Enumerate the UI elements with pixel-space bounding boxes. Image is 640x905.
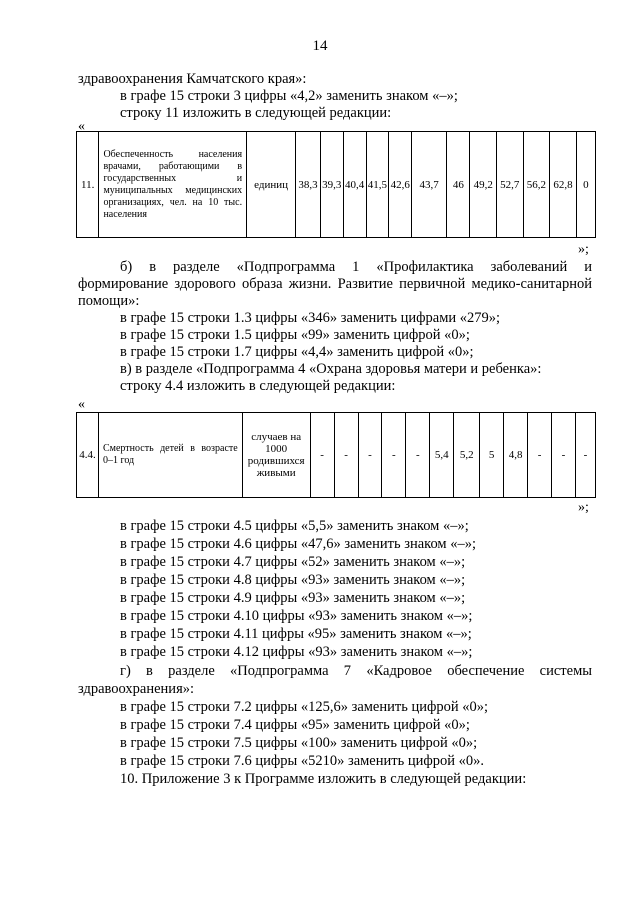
indicator-table-2 <box>76 412 596 498</box>
text-line: в графе 15 строки 4.5 цифры «5,5» заменить знаком «–»; <box>120 518 469 534</box>
value-cell: - <box>310 413 334 498</box>
text-line: в) в разделе «Подпрограмма 4 «Охрана здоровья матери и ребенка»: <box>120 361 542 377</box>
value-cell: 4,8 <box>504 413 528 498</box>
text-line: 10. Приложение 3 к Программе изложить в следующей редакции: <box>120 771 527 787</box>
text-line: помощи»: <box>78 293 140 309</box>
value-cell: - <box>358 413 382 498</box>
value-cell: 5,2 <box>454 413 480 498</box>
value-cell: 62,8 <box>550 132 577 238</box>
text-line: в графе 15 строки 7.2 цифры «125,6» заменить цифрой «0»; <box>120 699 489 715</box>
indicator-description: Обеспеченность населения врачами, работающими в государственных и муниципальных медицинских организациях, чел. на 10 тыс. населения <box>99 132 247 238</box>
indicator-table-1 <box>76 131 596 238</box>
unit-cell: случаев на 1000 родившихся живыми <box>242 413 310 498</box>
text-line: г) в разделе «Подпрограмма 7 «Кадровое обеспечение системы <box>120 663 592 679</box>
open-quote: « <box>78 119 85 134</box>
value-cell: - <box>406 413 430 498</box>
table-row <box>77 132 596 238</box>
text-line: в графе 15 строки 7.6 цифры «5210» заменить цифрой «0». <box>120 753 485 769</box>
text-line: в графе 15 строки 4.7 цифры «52» заменить знаком «–»; <box>120 554 466 570</box>
text-line: здравоохранения»: <box>78 681 195 697</box>
text-line: здравоохранения Камчатского края»: <box>78 71 307 87</box>
close-quote: »; <box>578 242 589 257</box>
value-cell: 5,4 <box>430 413 454 498</box>
close-quote: »; <box>578 500 589 515</box>
page-number: 14 <box>312 38 328 54</box>
open-quote: « <box>78 397 85 412</box>
text-line: формирование здорового образа жизни. Развитие первичной медико-санитарной <box>78 276 592 292</box>
row-number: 11. <box>77 132 99 238</box>
value-cell: 0 <box>576 132 595 238</box>
text-line: в графе 15 строки 7.4 цифры «95» заменить цифрой «0»; <box>120 717 470 733</box>
value-cell: 46 <box>447 132 470 238</box>
text-line: строку 11 изложить в следующей редакции: <box>120 105 392 121</box>
value-cell: - <box>575 413 595 498</box>
text-line: в графе 15 строки 4.12 цифры «93» заменить знаком «–»; <box>120 644 473 660</box>
text-line: в графе 15 строки 7.5 цифры «100» заменить цифрой «0»; <box>120 735 478 751</box>
row-number: 4.4. <box>77 413 99 498</box>
indicator-description: Смертность детей в возрасте 0–1 год <box>98 413 242 498</box>
text-line: в графе 15 строки 1.5 цифры «99» заменить цифрой «0»; <box>120 327 470 343</box>
value-cell: 56,2 <box>523 132 550 238</box>
table-row <box>77 413 596 498</box>
text-line: в графе 15 строки 1.3 цифры «346» заменить цифрами «279»; <box>120 310 501 326</box>
value-cell: 40,4 <box>343 132 366 238</box>
value-cell: 49,2 <box>470 132 497 238</box>
value-cell: 38,3 <box>296 132 321 238</box>
text-line: в графе 15 строки 4.10 цифры «93» заменить знаком «–»; <box>120 608 473 624</box>
value-cell: - <box>528 413 552 498</box>
value-cell: 52,7 <box>497 132 524 238</box>
value-cell: 39,3 <box>320 132 343 238</box>
text-line: строку 4.4 изложить в следующей редакции: <box>120 378 396 394</box>
text-line: в графе 15 строки 4.6 цифры «47,6» заменить знаком «–»; <box>120 536 477 552</box>
text-line: б) в разделе «Подпрограмма 1 «Профилактика заболеваний и <box>120 259 592 275</box>
text-line: в графе 15 строки 4.9 цифры «93» заменить знаком «–»; <box>120 590 466 606</box>
text-line: в графе 15 строки 4.11 цифры «95» заменить знаком «–»; <box>120 626 472 642</box>
value-cell: 43,7 <box>412 132 447 238</box>
value-cell: 42,6 <box>389 132 412 238</box>
unit-cell: единиц <box>247 132 296 238</box>
value-cell: - <box>551 413 575 498</box>
value-cell: 41,5 <box>366 132 389 238</box>
value-cell: - <box>382 413 406 498</box>
text-line: в графе 15 строки 3 цифры «4,2» заменить знаком «–»; <box>120 88 458 104</box>
text-line: в графе 15 строки 4.8 цифры «93» заменить знаком «–»; <box>120 572 466 588</box>
value-cell: - <box>334 413 358 498</box>
value-cell: 5 <box>480 413 504 498</box>
text-line: в графе 15 строки 1.7 цифры «4,4» заменить цифрой «0»; <box>120 344 474 360</box>
